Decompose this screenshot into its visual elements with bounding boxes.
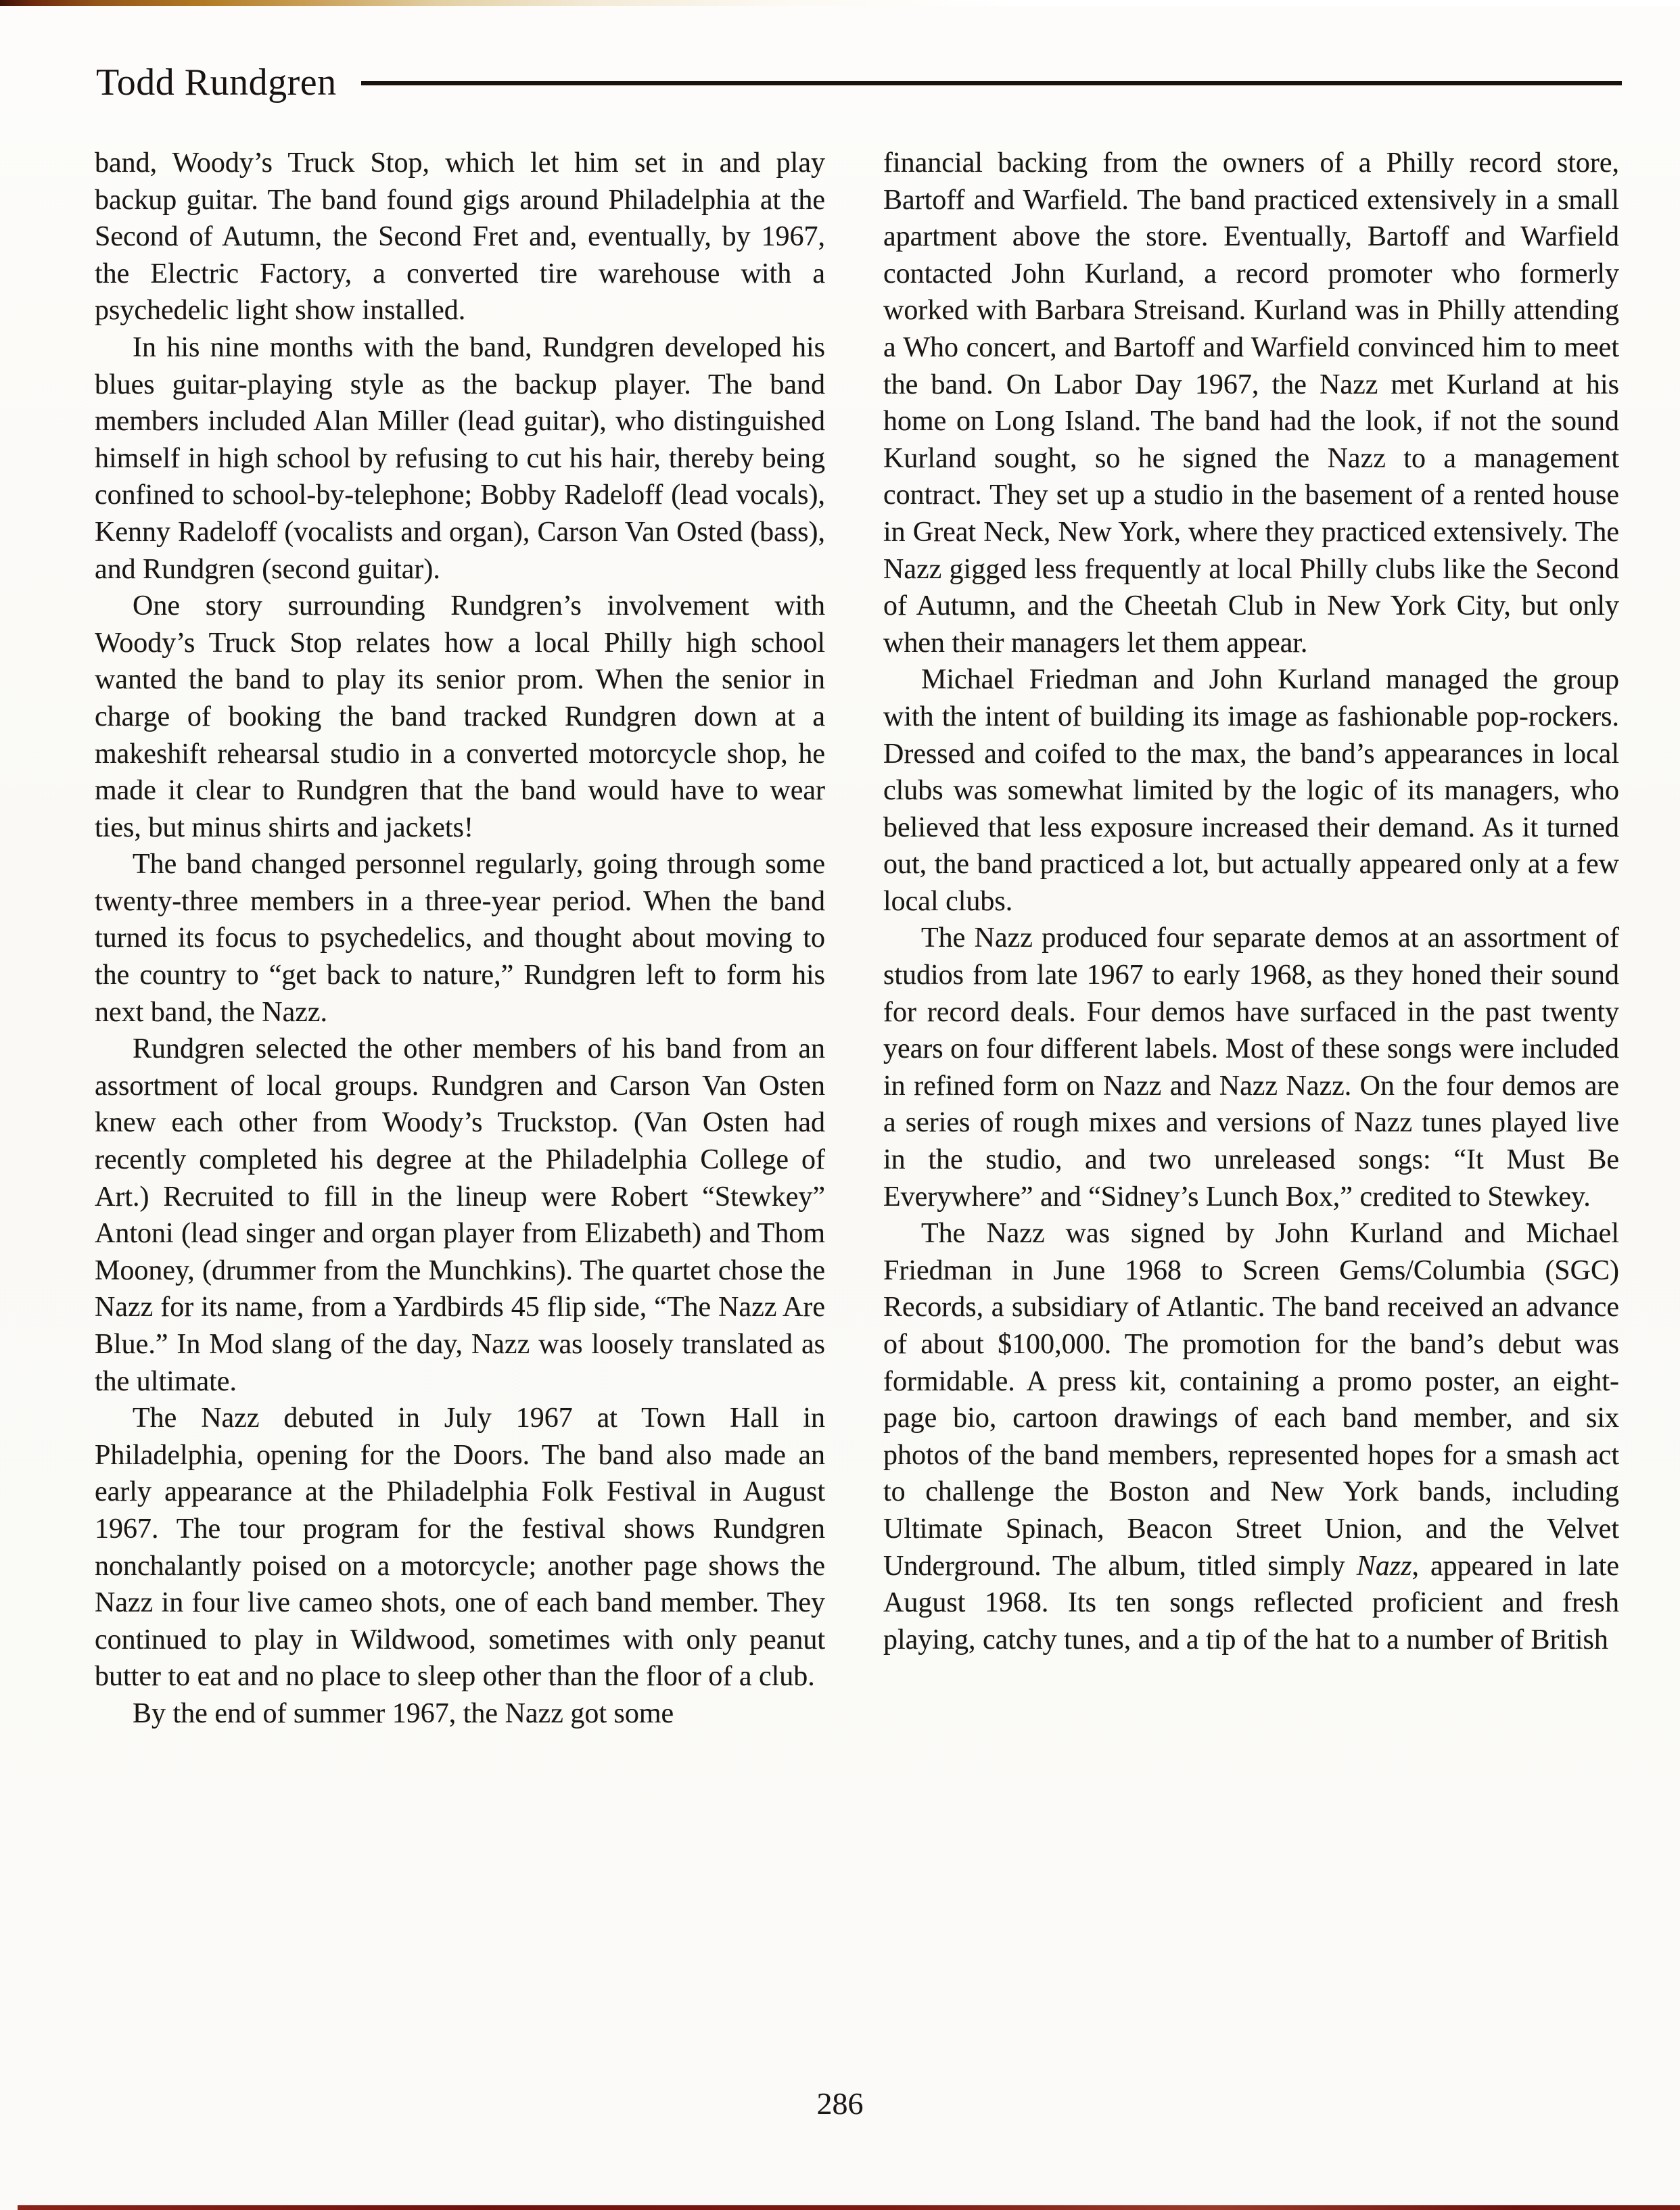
paragraph: The Nazz was signed by John Kurland and Michael Friedman in June 1968 to Screen Gems/Columbia (SGC) Records, a subsidiary of Atlantic. The band received an advance of about $100,000. The promotion for the band’s debut was formidable. A press kit, containing a promo poster, an eight-page bio, cartoon drawings of each band member, and six photos of the band members, represented hopes for a smash act to challenge the Boston and New York bands, including Ultimate Spinach, Beacon Street Union, and the Velvet Underground. The album, titled simply Nazz, appeared in late August 1968. Its ten songs reflected proficient and fresh playing, catchy tunes, and a tip of the hat to a number of British [883,1218,1619,1655]
text-column-right [883,145,1619,1733]
page-number: 286 [816,2086,864,2121]
scan-artifact-bottom [18,2205,1680,2210]
paragraph: The Nazz debuted in July 1967 at Town Hall in Philadelphia, opening for the Doors. The band also made an early appearance at the Philadelphia Folk Festival in August 1967. The tour program for the festival shows Rundgren nonchalantly poised on a motorcycle; another page shows the Nazz in four live cameo shots, one of each band member. They continued to play in Wildwood, sometimes with only peanut butter to eat and no place to sleep other than the floor of a club. [95,1403,825,1693]
paragraph: Rundgren selected the other members of his band from an assortment of local groups. Rundgren and Carson Van Osten knew each other from Woody’s Truckstop. (Van Osten had recently completed his degree at the Philadelphia College of Art.) Recruited to fill in the lineup were Robert “Stewkey” Antoni (lead singer and organ player from Elizabeth) and Thom Mooney, (drummer from the Munchkins). The quartet chose the Nazz for its name, from a Yardbirds 45 flip side, “The Nazz Are Blue.” In Mod slang of the day, Nazz was loosely translated as the ultimate. [95,1033,825,1397]
scan-artifact-top [0,0,1680,6]
paragraph: financial backing from the owners of a Philly record store, Bartoff and Warfield. The band practiced extensively in a small apartment above the store. Eventually, Bartoff and Warfield contacted John Kurland, a record promoter who formerly worked with Barbara Streisand. Kurland was in Philly attending a Who concert, and Bartoff and Warfield convinced him to meet the band. On Labor Day 1967, the Nazz met Kurland at his home on Long Island. The band had the look, if not the sound Kurland sought, so he signed the Nazz to a management contract. They set up a studio in the basement of a rented house in Great Neck, New York, where they practiced extensively. The Nazz gigged less frequently at local Philly clubs like the Second of Autumn, and the Cheetah Club in New York City, but only when their managers let them appear. [883,147,1619,659]
paragraph: The band changed personnel regularly, going through some twenty-three members in a three-year period. When the band turned its focus to psychedelics, and thought about moving to the country to “get back to nature,” Rundgren left to form his next band, the Nazz. [95,849,825,1028]
article-body [95,145,1619,1733]
paragraph: Michael Friedman and John Kurland managed the group with the intent of building its image as fashionable pop-rockers. Dressed and coifed to the max, the band’s appearances in local clubs was somewhat limited by the logic of its managers, who believed that less exposure increased their demand. As it turned out, the band practiced a lot, but actually appeared only at a few local clubs. [883,664,1619,917]
paragraph: In his nine months with the band, Rundgren developed his blues guitar-playing style as the backup player. The band members included Alan Miller (lead guitar), who distinguished himself in high school by refusing to cut his hair, thereby being confined to school-by-telephone; Bobby Radeloff (lead vocals), Kenny Radeloff (vocalists and organ), Carson Van Osted (bass), and Rundgren (second guitar). [95,331,825,585]
paragraph: band, Woody’s Truck Stop, which let him set in and play backup guitar. The band found gigs around Philadelphia at the Second of Autumn, the Second Fret and, eventually, by 1967, the Electric Factory, a converted tire warehouse with a psychedelic light show installed. [95,147,825,327]
paragraph: By the end of summer 1967, the Nazz got some [133,1697,674,1729]
paragraph: The Nazz produced four separate demos at an assortment of studios from late 1967 to early 1968, as they honed their sound for record deals. Four demos have surfaced in the past twenty years on four different labels. Most of these songs were included in refined form on Nazz and Nazz Nazz. On the four demos are a series of rough mixes and versions of Nazz tunes played live in the studio, and two unreleased songs: “It Must Be Everywhere” and “Sidney’s Lunch Box,” credited to Stewkey. [883,922,1619,1213]
header-rule [361,81,1622,85]
paragraph: One story surrounding Rundgren’s involvement with Woody’s Truck Stop relates how a local Philly high school wanted the band to play its senior prom. When the senior in charge of booking the band tracked Rundgren down at a makeshift rehearsal studio in a converted motorcycle shop, he made it clear to Rundgren that the band would have to wear ties, but minus shirts and jackets! [95,590,825,843]
text-column-left [95,145,825,1733]
page-header [96,64,1622,101]
page-title: Todd Rundgren [96,62,337,103]
italic-text: Nazz [1356,1550,1412,1582]
